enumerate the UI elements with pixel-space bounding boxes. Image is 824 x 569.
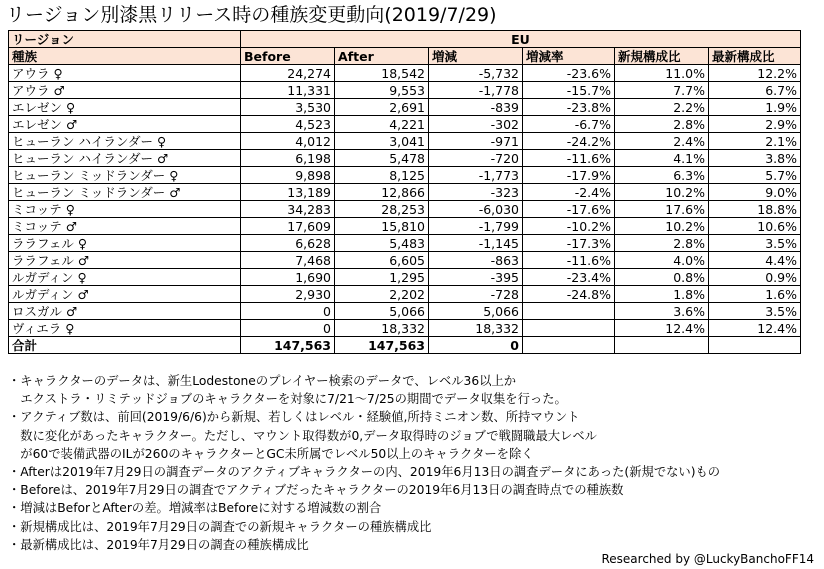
cell-before: 17,609 [241, 218, 335, 235]
cell-new-ratio: 4.1% [615, 150, 709, 167]
cell-rate: -11.6% [523, 252, 615, 269]
cell-latest-ratio: 1.6% [709, 286, 801, 303]
cell-latest-ratio: 2.9% [709, 116, 801, 133]
cell-after: 15,810 [335, 218, 429, 235]
cell-rate: -11.6% [523, 150, 615, 167]
cell-diff: -395 [429, 269, 523, 286]
cell-new-ratio: 7.7% [615, 82, 709, 99]
cell-new-ratio: 2.8% [615, 235, 709, 252]
cell-latest-ratio: 18.8% [709, 201, 801, 218]
table-row [9, 269, 801, 286]
region-row [9, 31, 801, 48]
note-line: ・Afterは2019年7月29日の調査データのアクティブキャラクターの内、2019年6月13日の調査データにあった(新規でない)もの [8, 465, 721, 480]
table-row [9, 320, 801, 337]
table-row [9, 286, 801, 303]
cell-race: ララフェル ♀ [9, 235, 241, 252]
cell-new-ratio: 3.6% [615, 303, 709, 320]
column-header-row [9, 48, 801, 65]
cell-before: 11,331 [241, 82, 335, 99]
cell-new-ratio: 2.4% [615, 133, 709, 150]
note-line: ・Beforeは、2019年7月29日の調査でアクティブだったキャラクターの2019年6月13日の調査時点での種族数 [8, 483, 624, 498]
col-header-after: After [335, 48, 429, 65]
cell-race: エレゼン ♂ [9, 116, 241, 133]
col-header-diff: 増減 [429, 48, 523, 65]
table-row [9, 235, 801, 252]
cell-diff: -1,778 [429, 82, 523, 99]
cell-latest-ratio: 9.0% [709, 184, 801, 201]
cell-race: ミコッテ ♀ [9, 201, 241, 218]
cell-new-ratio: 2.2% [615, 99, 709, 116]
cell-after: 18,332 [335, 320, 429, 337]
cell-new-ratio: 1.8% [615, 286, 709, 303]
cell-after: 9,553 [335, 82, 429, 99]
table-body [9, 31, 801, 354]
cell-before: 7,468 [241, 252, 335, 269]
cell-diff: -1,799 [429, 218, 523, 235]
cell-after: 8,125 [335, 167, 429, 184]
cell-latest-ratio: 1.9% [709, 99, 801, 116]
table-row [9, 116, 801, 133]
cell-race: アウラ ♂ [9, 82, 241, 99]
cell-rate: -17.9% [523, 167, 615, 184]
cell-before: 2,930 [241, 286, 335, 303]
cell-before: 0 [241, 320, 335, 337]
cell-diff: -6,030 [429, 201, 523, 218]
col-header-latest-ratio: 最新構成比 [709, 48, 801, 65]
cell-rate: -17.3% [523, 235, 615, 252]
page-title: リージョン別漆黒リリース時の種族変更動向(2019/7/29) [6, 4, 497, 26]
cell-rate: -15.7% [523, 82, 615, 99]
col-header-rate: 増減率 [523, 48, 615, 65]
cell-latest-ratio: 3.5% [709, 235, 801, 252]
total-label: 合計 [9, 337, 241, 354]
table-row [9, 150, 801, 167]
cell-new-ratio: 4.0% [615, 252, 709, 269]
cell-diff: -839 [429, 99, 523, 116]
cell-race: ヒューラン ミッドランダー ♀ [9, 167, 241, 184]
cell-latest-ratio: 12.4% [709, 320, 801, 337]
cell-latest-ratio: 2.1% [709, 133, 801, 150]
cell-before: 3,530 [241, 99, 335, 116]
cell-new-ratio: 11.0% [615, 65, 709, 82]
total-before: 147,563 [241, 337, 335, 354]
cell-diff: -728 [429, 286, 523, 303]
cell-race: ララフェル ♂ [9, 252, 241, 269]
cell-after: 12,866 [335, 184, 429, 201]
cell-before: 9,898 [241, 167, 335, 184]
cell-before: 6,628 [241, 235, 335, 252]
cell-race: ヒューラン ハイランダー ♀ [9, 133, 241, 150]
cell-latest-ratio: 4.4% [709, 252, 801, 269]
cell-after: 1,295 [335, 269, 429, 286]
cell-after: 2,202 [335, 286, 429, 303]
cell-diff: -863 [429, 252, 523, 269]
cell-race: ロスガル ♂ [9, 303, 241, 320]
cell-before: 13,189 [241, 184, 335, 201]
cell-before: 4,012 [241, 133, 335, 150]
cell-before: 0 [241, 303, 335, 320]
cell-diff: 18,332 [429, 320, 523, 337]
cell-rate: -23.6% [523, 65, 615, 82]
cell-diff: 5,066 [429, 303, 523, 320]
cell-race: アウラ ♀ [9, 65, 241, 82]
cell-after: 3,041 [335, 133, 429, 150]
cell-rate: -23.8% [523, 99, 615, 116]
cell-race: ルガディン ♂ [9, 286, 241, 303]
table-row [9, 133, 801, 150]
cell-after: 5,483 [335, 235, 429, 252]
cell-latest-ratio: 10.6% [709, 218, 801, 235]
col-header-before: Before [241, 48, 335, 65]
total-empty [615, 337, 709, 354]
note-line: 数に変化があったキャラクター。ただし、マウント取得数が0,データ取得時のジョブで戦闘職最大レベル [8, 428, 597, 443]
cell-after: 18,542 [335, 65, 429, 82]
col-header-race: 種族 [9, 48, 241, 65]
cell-before: 6,198 [241, 150, 335, 167]
cell-diff: -302 [429, 116, 523, 133]
cell-new-ratio: 6.3% [615, 167, 709, 184]
table-row [9, 218, 801, 235]
cell-before: 34,283 [241, 201, 335, 218]
cell-race: エレゼン ♀ [9, 99, 241, 116]
note-line: ・増減はBeforとAfterの差。増減率はBeforeに対する増減数の割合 [8, 501, 382, 516]
total-row [9, 337, 801, 354]
total-empty [523, 337, 615, 354]
table-row [9, 252, 801, 269]
cell-new-ratio: 2.8% [615, 116, 709, 133]
cell-after: 5,478 [335, 150, 429, 167]
cell-new-ratio: 10.2% [615, 184, 709, 201]
cell-diff: -5,732 [429, 65, 523, 82]
note-line: エクストラ・リミテッドジョブのキャラクターを対象に7/21～7/25の期間でデータ収集を行った。 [8, 392, 567, 407]
cell-before: 24,274 [241, 65, 335, 82]
table-row [9, 167, 801, 184]
note-line: が60で装備武器のILが260のキャラクターとGC未所属でレベル50以上のキャラクターを除く [8, 446, 534, 461]
note-line: ・最新構成比は、2019年7月29日の調査の種族構成比 [8, 537, 309, 552]
race-change-table [8, 30, 801, 354]
table-row [9, 82, 801, 99]
cell-new-ratio: 17.6% [615, 201, 709, 218]
table-row [9, 65, 801, 82]
cell-latest-ratio: 6.7% [709, 82, 801, 99]
cell-rate: -23.4% [523, 269, 615, 286]
cell-latest-ratio: 3.8% [709, 150, 801, 167]
region-label: リージョン [9, 31, 241, 48]
cell-race: ルガディン ♀ [9, 269, 241, 286]
table-row [9, 184, 801, 201]
cell-diff: -323 [429, 184, 523, 201]
cell-latest-ratio: 0.9% [709, 269, 801, 286]
region-value: EU [241, 31, 801, 48]
cell-rate [523, 303, 615, 320]
cell-rate: -17.6% [523, 201, 615, 218]
cell-race: ミコッテ ♂ [9, 218, 241, 235]
table-row [9, 99, 801, 116]
cell-rate: -24.8% [523, 286, 615, 303]
table-row [9, 303, 801, 320]
cell-after: 28,253 [335, 201, 429, 218]
cell-new-ratio: 0.8% [615, 269, 709, 286]
cell-new-ratio: 10.2% [615, 218, 709, 235]
cell-new-ratio: 12.4% [615, 320, 709, 337]
total-after: 147,563 [335, 337, 429, 354]
note-line: ・キャラクターのデータは、新生Lodestoneのプレイヤー検索のデータで、レベル36以上か [8, 374, 517, 388]
cell-rate: -6.7% [523, 116, 615, 133]
cell-race: ヴィエラ ♀ [9, 320, 241, 337]
note-line: ・新規構成比は、2019年7月29日の調査での新規キャラクターの種族構成比 [8, 519, 432, 534]
cell-after: 5,066 [335, 303, 429, 320]
cell-diff: -720 [429, 150, 523, 167]
cell-rate [523, 320, 615, 337]
cell-diff: -1,773 [429, 167, 523, 184]
note-line: ・アクティブ数は、前回(2019/6/6)から新規、若しくはレベル・経験値,所持ミニオン数、所持マウント [8, 410, 580, 425]
cell-latest-ratio: 5.7% [709, 167, 801, 184]
cell-latest-ratio: 3.5% [709, 303, 801, 320]
cell-latest-ratio: 12.2% [709, 65, 801, 82]
notes [8, 372, 720, 554]
cell-after: 2,691 [335, 99, 429, 116]
cell-rate: -24.2% [523, 133, 615, 150]
total-empty [709, 337, 801, 354]
cell-rate: -10.2% [523, 218, 615, 235]
cell-after: 4,221 [335, 116, 429, 133]
cell-diff: -1,145 [429, 235, 523, 252]
cell-before: 4,523 [241, 116, 335, 133]
cell-after: 6,605 [335, 252, 429, 269]
total-diff: 0 [429, 337, 523, 354]
credit: Researched by @LuckyBanchoFF14 [601, 552, 814, 566]
table-row [9, 201, 801, 218]
cell-race: ヒューラン ハイランダー ♂ [9, 150, 241, 167]
cell-diff: -971 [429, 133, 523, 150]
cell-rate: -2.4% [523, 184, 615, 201]
cell-before: 1,690 [241, 269, 335, 286]
cell-race: ヒューラン ミッドランダー ♂ [9, 184, 241, 201]
col-header-new-ratio: 新規構成比 [615, 48, 709, 65]
